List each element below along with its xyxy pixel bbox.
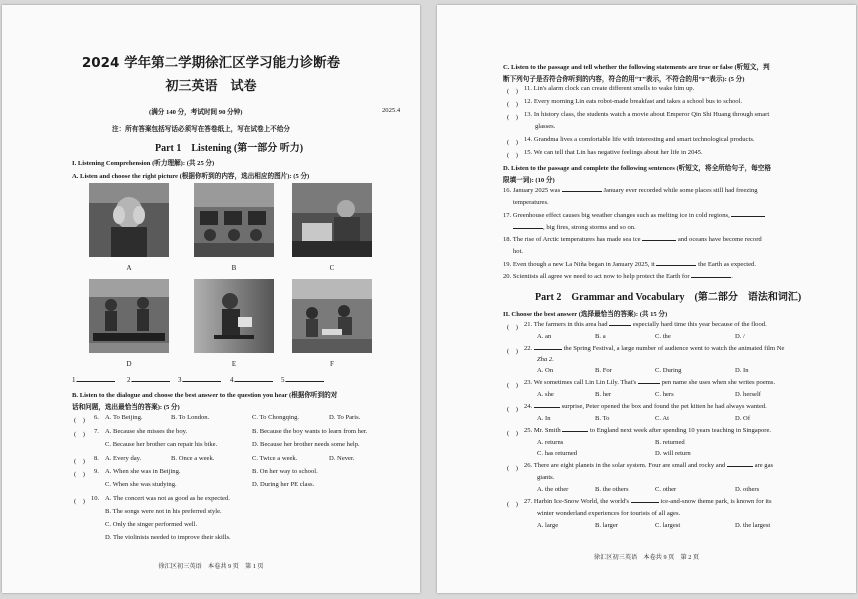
exam-subtitle: 初三英语 试卷	[165, 79, 257, 94]
picture-label: D	[126, 360, 132, 368]
option-a: A. returns	[537, 439, 564, 446]
option-d: D. /	[735, 333, 745, 340]
picture-label: F	[330, 360, 334, 368]
option-c: C. To Chongqing.	[252, 414, 300, 421]
section2-heading: II. Choose the best answer (选择最恰当的答案): (共 15 分)	[503, 311, 668, 318]
option-a: A. When she was in Beijing.	[105, 468, 181, 475]
option-d: D. The violinists needed to improve their skills.	[105, 534, 231, 541]
option-d: D. herself	[735, 391, 761, 398]
picture-label: B	[231, 264, 237, 272]
fill-blank[interactable]	[534, 407, 560, 408]
fill-blank[interactable]	[631, 502, 659, 503]
answer-paren[interactable]: ( )	[507, 324, 518, 331]
mc-stem-cont: Zha 2.	[537, 356, 554, 363]
question-number: 6.	[94, 414, 99, 421]
elderly-reading-photo[interactable]	[194, 279, 274, 353]
fill-blank[interactable]	[609, 325, 631, 326]
option-c: C. Only the singer performed well.	[105, 521, 198, 528]
option-b: B. For	[595, 367, 612, 374]
option-d: D. others	[735, 486, 760, 493]
option-a: A. an	[537, 333, 552, 340]
option-c: C. During	[655, 367, 682, 374]
option-d: D. To Paris.	[329, 414, 361, 421]
option-b: B. Because the boy wants to learn from her.	[252, 428, 368, 435]
fill-blank[interactable]	[642, 240, 676, 241]
option-d: D. During her PE class.	[252, 481, 315, 488]
fill-blank[interactable]	[656, 265, 696, 266]
artisans-working-photo[interactable]	[292, 279, 372, 353]
sectionB-heading: B. Listen to the dialogue and choose the best answer to the question you hear (根据你听到的对	[72, 392, 338, 399]
page-footer: 徐汇区初三英语 本卷共 9 页 第 1 页	[158, 563, 264, 570]
answer-blank-1[interactable]: 1.	[72, 376, 115, 384]
tf-statement: 15. We can tell that Lin has negative feelings about her life in 2045.	[524, 149, 703, 156]
option-b: B. returned	[655, 439, 685, 446]
fill-blank[interactable]	[731, 216, 765, 217]
option-b: B. On her way to school.	[252, 468, 318, 475]
exam-date: 2025.4	[382, 107, 401, 114]
answer-paren[interactable]: ( )	[74, 498, 85, 505]
section1-heading: I. Listening Comprehension (听力理解): (共 25 分)	[72, 160, 215, 167]
sectionC-heading: C. Listen to the passage and tell whether the following statements are true or false (听短文，判	[503, 64, 770, 71]
fill-blank[interactable]	[534, 349, 562, 350]
mc-stem: 23. We sometimes call Lin Lin Lily. That's pen name she uses when she writes poems.	[524, 379, 776, 386]
fill-blank[interactable]	[562, 431, 588, 432]
answer-paren[interactable]: ( )	[74, 417, 85, 424]
fill-sentence-17: 17. Greenhouse effect causes big weather changes such as melting ice in cold regions,	[503, 212, 765, 219]
option-c: C. has returned	[537, 450, 578, 457]
exam-title: 2024 学年第二学期徐汇区学习能力诊断卷	[81, 55, 341, 71]
option-d: D. Of	[735, 415, 751, 422]
answer-paren[interactable]: ( )	[507, 101, 518, 108]
option-b: B. her	[595, 391, 612, 398]
option-b: B. the others	[595, 486, 629, 493]
fill-sentence-19: 19. Even though a new La Niña began in January 2025, it the Earth as expected.	[503, 261, 756, 268]
page-footer: 徐汇区初三英语 本卷共 9 页 第 2 页	[593, 554, 700, 561]
mc-stem: 27. Harbin Ice-Snow World, the world's ice-and-snow theme park, is known for its	[524, 498, 772, 505]
tf-statement: 14. Grandma lives a comfortable life with interesting and smart technological products.	[524, 136, 755, 143]
option-d: D. Because her brother needs some help.	[252, 441, 360, 448]
fill-sentence-cont: , big fires, strong storms and so on.	[513, 224, 636, 231]
option-c: C. Because her brother can repair his bike.	[105, 441, 218, 448]
sectionD-heading-cont: 限填一词): (10 分)	[503, 177, 555, 184]
picture-label: A	[126, 264, 132, 272]
answer-paren[interactable]: ( )	[74, 471, 85, 478]
option-a: A. the other	[537, 486, 569, 493]
option-b: B. To	[595, 415, 610, 422]
woman-at-laptop-photo[interactable]	[292, 183, 372, 257]
question-number: 10.	[91, 495, 100, 502]
fill-sentence-cont: hot.	[513, 248, 524, 255]
man-rubbing-eyes-photo[interactable]	[89, 183, 169, 257]
tf-statement: 12. Every morning Lin eats robot-made breakfast and takes a school bus to school.	[524, 98, 743, 105]
mc-stem: 24. surprise, Peter opened the box and found the pet kitten he had always wanted.	[524, 403, 767, 410]
answer-paren[interactable]: ( )	[507, 348, 518, 355]
option-a: A. On	[537, 367, 554, 374]
option-b: B. a	[595, 333, 606, 340]
option-c: C. hers	[655, 391, 674, 398]
answer-blank-4[interactable]: 4.	[230, 376, 273, 384]
option-d: D. Never.	[329, 455, 355, 462]
picture-label: C	[329, 264, 335, 272]
part1-heading: Part 1 Listening (第一部分 听力)	[155, 143, 304, 154]
mc-stem-cont: giants.	[537, 474, 555, 481]
mc-stem: 22. the Spring Festival, a large number of audience went to watch the animated film Ne	[524, 345, 785, 352]
fill-blank[interactable]	[638, 383, 660, 384]
fill-blank[interactable]	[727, 466, 753, 467]
tf-statement-cont: glasses.	[535, 123, 556, 130]
mc-stem: 25. Mr. Smith to England next week after spending 10 years teaching in Singapore.	[524, 427, 772, 434]
mc-stem-cont: winter wonderland experiences for tourists of all ages.	[537, 510, 681, 517]
fill-blank[interactable]	[691, 277, 731, 278]
answer-blank-3[interactable]: 3.	[178, 376, 221, 384]
option-a: A. Because she misses the boy.	[105, 428, 188, 435]
answer-paren[interactable]: ( )	[507, 88, 518, 95]
option-b: B. To London.	[171, 414, 210, 421]
option-d: D. In	[735, 367, 749, 374]
sectionB-heading-cont: 话和问题，选出最恰当的答案): (5 分)	[72, 404, 180, 411]
option-c: C. largest	[655, 522, 681, 529]
option-b: B. larger	[595, 522, 618, 529]
answer-paren[interactable]: ( )	[74, 458, 85, 465]
answer-paren[interactable]: ( )	[507, 465, 518, 472]
answer-paren[interactable]: ( )	[507, 430, 518, 437]
fill-sentence-20: 20. Scientists all agree we need to act now to help protect the Earth for .	[503, 273, 733, 280]
option-a: A. The concert was not as good as he expected.	[105, 495, 230, 502]
option-a: A. she	[537, 391, 554, 398]
option-c: C. other	[655, 486, 677, 493]
option-b: B. The songs were not in his preferred style.	[105, 508, 222, 515]
fill-sentence-16: 16. January 2025 was January ever recorded while some places still had freezing	[503, 187, 758, 194]
option-a: A. In	[537, 415, 551, 422]
sectionC-heading-cont: 断下列句子是否符合你听到的内容，符合的用“T”表示，不符合的用“F”表示): (5 分)	[503, 76, 745, 83]
answer-blank-2[interactable]: 2.	[127, 376, 170, 384]
sectionA-heading: A. Listen and choose the right picture (根据你听到的内容，选出相应的图片): (5 分)	[72, 173, 310, 180]
fill-blank[interactable]	[513, 228, 543, 229]
fill-blank[interactable]	[562, 191, 602, 192]
tf-statement: 11. Lin's alarm clock can create different smells to wake him up.	[524, 85, 695, 92]
mc-stem: 21. The farmers in this area had especially hard time this year because of the flood.	[524, 321, 767, 328]
option-d: D. the largest	[735, 522, 771, 529]
option-c: C. the	[655, 333, 671, 340]
option-c: C. Twice a week.	[252, 455, 298, 462]
tf-statement: 13. In history class, the students watch a movie about Emperor Qin Shi Huang through smart	[524, 111, 770, 118]
mc-stem: 26. There are eight planets in the solar system. Four are small and rocky and are gas	[524, 462, 774, 469]
answer-paren[interactable]: ( )	[507, 501, 518, 508]
exam-page-2	[437, 5, 856, 593]
option-a: A. Every day.	[105, 455, 142, 462]
exam-note: 注：所有答案包括写话必须写在答卷纸上，写在试卷上不给分	[112, 126, 291, 133]
question-number: 8.	[94, 455, 99, 462]
option-a: A. To Beijing.	[105, 414, 143, 421]
answer-blank-5[interactable]: 5.	[281, 376, 324, 384]
exam-page-1	[2, 5, 420, 593]
score-time: (满分 140 分，考试时间 90 分钟)	[149, 109, 243, 116]
answer-paren[interactable]: ( )	[74, 431, 85, 438]
answer-paren[interactable]: ( )	[507, 152, 518, 159]
answer-paren[interactable]: ( )	[507, 114, 518, 121]
option-a: A. large	[537, 522, 559, 529]
question-number: 9.	[94, 468, 99, 475]
option-c: C. When she was studying.	[105, 481, 177, 488]
option-d: D. will return	[655, 450, 691, 457]
answer-paren[interactable]: ( )	[507, 406, 518, 413]
answer-paren[interactable]: ( )	[507, 382, 518, 389]
question-number: 7.	[94, 428, 99, 435]
sectionD-heading: D. Listen to the passage and complete the following sentences (听短文，将全所给句子，每空格	[503, 165, 771, 172]
option-c: C. At	[655, 415, 669, 422]
computer-classroom-photo[interactable]	[194, 183, 274, 257]
part2-heading: Part 2 Grammar and Vocabulary (第二部分 语法和词汇)	[535, 292, 802, 303]
fill-sentence-cont: temperatures.	[513, 199, 549, 206]
answer-paren[interactable]: ( )	[507, 139, 518, 146]
picture-label: E	[231, 360, 237, 368]
treadmill-gym-photo[interactable]	[89, 279, 169, 353]
fill-sentence-18: 18. The rise of Arctic temperatures has made sea ice and oceans have become record	[503, 236, 762, 243]
option-b: B. Once a week.	[171, 455, 215, 462]
